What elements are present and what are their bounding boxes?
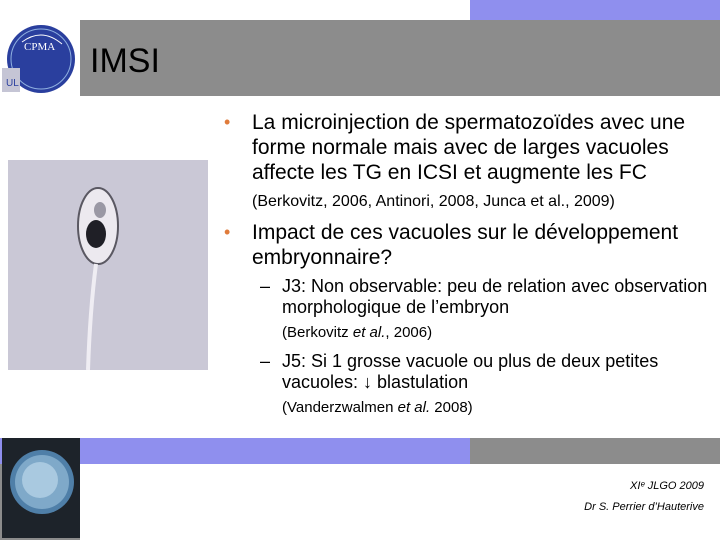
sub1-ref-b: et al.: [352, 324, 386, 341]
footer-credits: [584, 476, 704, 518]
bullet2-text: Impact de ces vacuoles sur le développement embryonnaire?: [252, 221, 679, 269]
sub2-ref-c: 2008): [430, 399, 473, 416]
slide-title: IMSI: [90, 42, 160, 80]
subbullet-j5: [222, 351, 708, 418]
cpma-logo: [2, 22, 80, 96]
logo-sub: UL: [6, 78, 19, 89]
sub1-ref: [282, 322, 708, 343]
sperm-micrograph: [8, 160, 208, 370]
header-bar: [80, 20, 720, 96]
logo-text: CPMA: [24, 41, 56, 53]
content-bullets: [222, 110, 708, 426]
dash-icon: –: [260, 276, 271, 296]
footer-event: XIᵉ JLGO 2009: [630, 480, 704, 492]
sub2-ref: [282, 397, 708, 418]
bullet-vacuoles: [222, 110, 708, 214]
sub2-ref-b: et al.: [397, 399, 431, 416]
sub1-ref-a: (Berkovitz: [282, 324, 353, 341]
bullet-dot-icon: •: [224, 222, 231, 242]
sub1-text: J3: Non observable: peu de relation avec observation morphologique de l’embryon: [282, 276, 708, 317]
bullet1-ref: (Berkovitz, 2006, Antinori, 2008, Junca et al., 2009): [252, 193, 615, 210]
sub2-text: J5: Si 1 grosse vacuole ou plus de deux petites vacuoles: ↓ blastulation: [282, 351, 659, 392]
bullet-impact: [222, 220, 708, 270]
cpma-logo-icon: [2, 22, 80, 96]
bullet-dot-icon: •: [224, 112, 231, 132]
oocyte-image: [2, 438, 80, 538]
sub1-ref-c: , 2006): [385, 324, 433, 341]
footer-author: Dr S. Perrier d’Hauterive: [584, 501, 704, 513]
subbullet-j3: [222, 276, 708, 343]
dash-icon: –: [260, 351, 271, 371]
header-accent: [470, 0, 720, 20]
sub2-ref-a: (Vanderzwalmen: [282, 399, 398, 416]
bullet1-text: La microinjection de spermatozoïdes avec une forme normale mais avec de larges vacuoles affecte les TG en ICSI et augmente les FC: [252, 111, 686, 184]
